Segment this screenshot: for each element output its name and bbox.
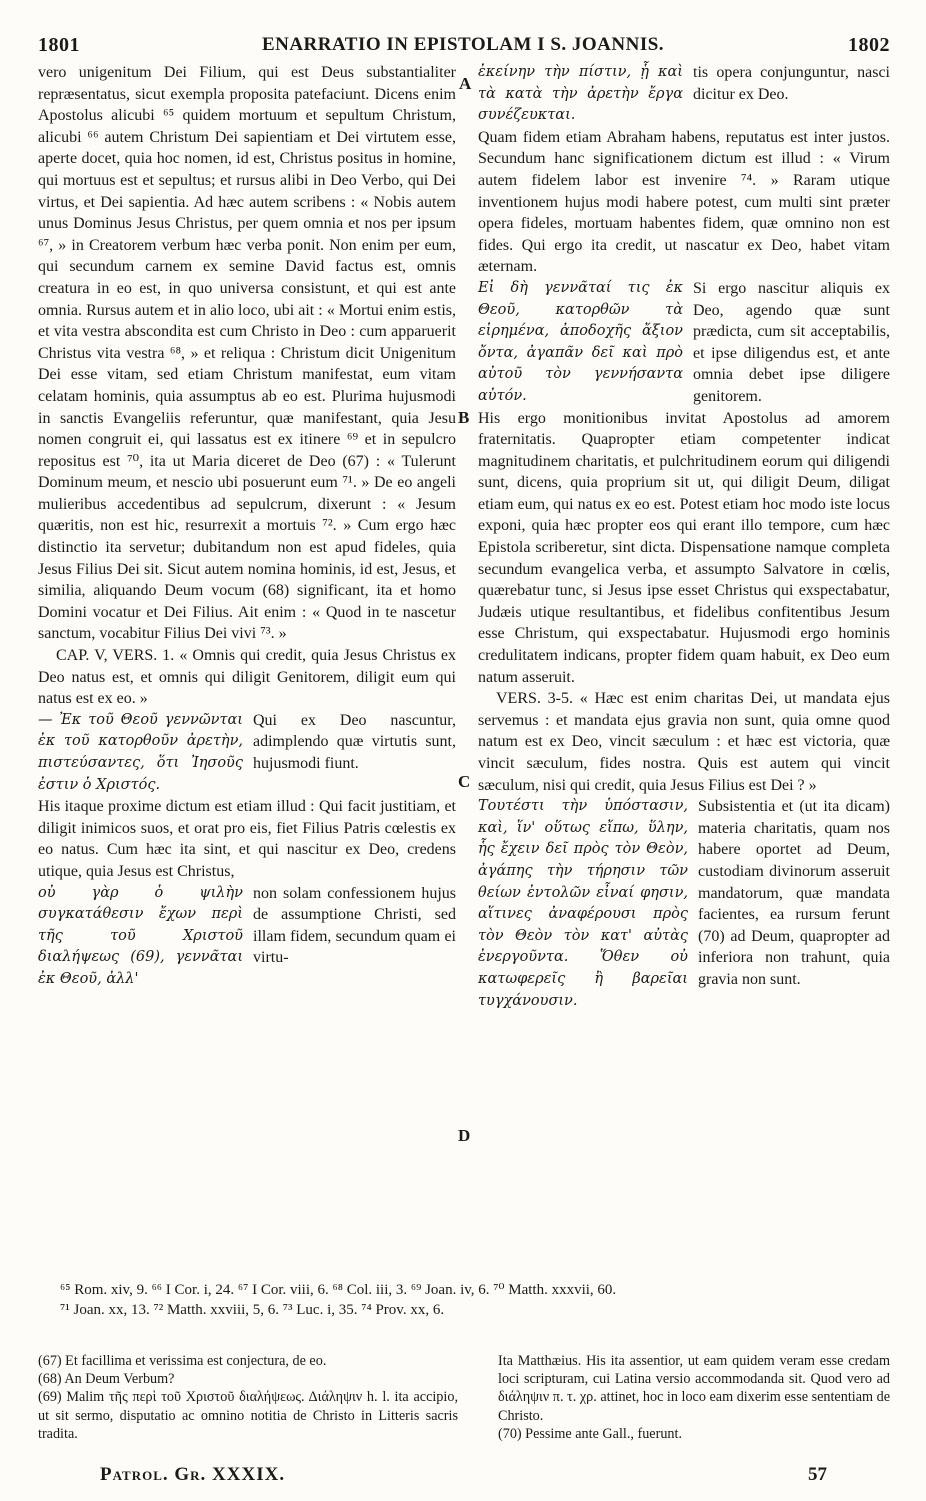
gathering-number: 57	[808, 1464, 827, 1485]
latin-text: Subsistentia et (ut ita dicam) materia charitatis, quam nos habere oportet ad Deum, custodiam divinorum asseruit mandatorum, quæ mandata facientes, ea rursum ferunt (70) ad Deum, quapropter ad inferiora non trahunt, quia gravia non sunt.	[698, 798, 890, 988]
chapter-verse-heading: CAP. V, VERS. 1. « Omnis qui credit, quia Jesus Christus ex Deo natus est, et omnis qui diligit Genitorem, diligit eum qui natus est ex eo. »	[38, 647, 456, 708]
right-column	[478, 62, 890, 1012]
greek-text: — Ἐκ τοῦ Θεοῦ γεννῶνται ἐκ τοῦ κατορθοῦν ἀρετὴν, πιστεύσαντες, ὅτι Ἰησοῦς ἐστιν ὁ Χριστός.	[38, 711, 243, 793]
bilingual-block-2	[38, 883, 456, 991]
greek-text: Εἰ δὴ γεννᾶταί τις ἐκ Θεοῦ, κατορθῶν τὰ εἰρημένα, ἀποδοχῆς ἄξιον ὄντα, ἀγαπᾶν δεῖ καὶ πρὸ αὐτοῦ τὸν γεννήσαντα αὐτόν.	[478, 279, 683, 404]
notes-left-column	[38, 1352, 458, 1443]
note-69-continued: Ita Matthæius. His ita assentior, ut eam quidem veram esse credam loci scripturam, cui Latina versio accommodanda sit. Quod vero ad διάληψιν π. τ. χρ. attinet, hoc in loco eam dixerim esse sententiam de Christo.	[498, 1353, 890, 1424]
left-paragraph-1: vero unigenitum Dei Filium, qui est Deus substantialiter repræsentatus, sicut exempla proposita patefaciunt. Dicens enim Apostolus alicubi ⁶⁵ quidem mortuum et sepultum Christum, alicubi ⁶⁶ autem Christum Dei sapientiam et Dei virtutem esse, aperte docet, quia hoc nomen, id est, Christus positus in homine, qui mortuus est et sepultus; et rursus alibi in Deo Verbo, qui Dei virtus, et Dei sapientia. Ad hæc autem scribens : « Nobis autem unus Dominus Jesus Christus, per quem omnia et nos per ipsum ⁶⁷, » in Creatorem verbum hæc verba ponit. Non enim per eum, qui secundum carnem ex semine David factus est, omnis creatura in eo est, in quo universa consistunt, et qui est ante omnia. Rursus autem et in alio loco, ubi ait : « Mortui enim estis, et vita vestra abscondita est cum Christo in Deo : cum apparuerit Christus vita vestra ⁶⁸, » et reliqua : Christum dicit Unigenitum Dei esse vitam, sed etiam Christum manifestat, eum vitam celatam hominis, quia assumptus ab eo est. Plurima hujusmodi in sanctis Evangeliis referuntur, quæ manifestant, quia Jesu nomen congruit ei, qui lassatus est ex itinere ⁶⁹ et in sepulcro repositus est ⁷⁰, ita ut Maria diceret de Deo (67) : « Tulerunt Dominum meum, et nescio ubi posuerunt eum ⁷¹. » De eo angeli mulieribus accedentibus ad sepulcrum, dixerunt : « Jesum quæritis, non est hic, resurrexit a mortuis ⁷². » Cum ergo hæc distinctio ita servetur; dubitandum non est apud fideles, quia Jesus Filius Dei sit. Sicut autem nomina hominis, id est, Jesus, et similia, aliquando Deum vocum (68) significant, ita et homo Domini vocatur et Dei Filius. Ait enim : « Quod in te nascetur sanctum, vocabitur Filius Dei vivi ⁷³. »	[38, 64, 456, 643]
latin-text: non solam confessionem hujus de assumptione Christi, sed illam fidem, secundum quam ei virtu-	[253, 884, 456, 967]
bilingual-block-3	[478, 62, 890, 127]
margin-mark-a: A	[459, 74, 472, 93]
note-69: (69) Malim τῆς περὶ τοῦ Χριστοῦ διαλήψεως. Διάληψιν h. l. ita accipio, ut sit sermo, disputatio ac omnino notitia de Christo in Litteris sacris tradita.	[38, 1389, 458, 1442]
left-paragraph-4: His itaque proxime dictum est etiam illud : Qui facit justitiam, et diligit inimicos suos, et orat pro eis, fiet Filius Patris cœlestis ex eo natus. Cum hæc ita sint, et qui nascitur ex Deo, credens utique, quia Jesus est Christus,	[38, 798, 456, 880]
left-column	[38, 62, 456, 991]
latin-text: tis opera conjunguntur, nasci dicitur ex Deo.	[693, 64, 890, 103]
latin-text: Si ergo nascitur aliquis ex Deo, agendo quæ sunt prædicta, cum sit acceptabilis, et ipse diligendus est, et ante omnia debet ipse diligere genitorem.	[693, 279, 890, 405]
note-68: (68) An Deum Verbum?	[38, 1371, 175, 1388]
left-page-number: 1801	[38, 34, 80, 56]
margin-mark-b: B	[458, 408, 470, 427]
verse-heading: VERS. 3-5. « Hæc est enim charitas Dei, ut mandata ejus servemus : et mandata ejus gravia non sunt, quia omne quod natum est ex Deo, vincit sæculum : et hæc est victoria, quæ vincit sæculum, fides nostra. Quis est autem qui vincit sæculum, nisi qui credit, quia Jesus Filius est Dei ? »	[478, 690, 890, 794]
bilingual-block-1	[38, 710, 456, 796]
margin-mark-c: C	[458, 772, 471, 791]
greek-text: ἐκείνην τὴν πίστιν, ᾗ καὶ τὰ κατὰ τὴν ἀρετὴν ἔργα συνέζευκται.	[478, 64, 683, 124]
margin-mark-d: D	[458, 1126, 471, 1145]
note-67: (67) Et facillima et verissima est conjectura, de eo.	[38, 1353, 327, 1369]
greek-text: Τουτέστι τὴν ὑπόστασιν, καὶ, ἵν' οὕτως εἴπω, ὕλην, ἧς ἔχειν δεῖ πρὸς τὸν Θεὸν, ἀγάπης τὴν τήρησιν τῶν θείων ἐντολῶν εἶναί φησιν, αἵτινες ἀναφέρουσι πρὸς τὸν Θεὸν τὸν κατ' αὐτὰς ἐνεργοῦντα. Ὅθεν οὐ κατωφερεῖς ἢ βαρεῖαι τυγχάνουσιν.	[478, 798, 688, 1009]
scripture-references-line-1: ⁶⁵ Rom. xiv, 9. ⁶⁶ I Cor. i, 24. ⁶⁷ I Cor. viii, 6. ⁶⁸ Col. iii, 3. ⁶⁹ Joan. iv, 6. ⁷⁰ Matth. xxxvii, 60.	[60, 1282, 617, 1298]
right-page-number: 1802	[848, 34, 890, 56]
note-70: (70) Pessime ante Gall., fuerunt.	[498, 1425, 682, 1442]
running-title: ENARRATIO IN EPISTOLAM I S. JOANNIS.	[261, 34, 665, 55]
bilingual-block-5	[478, 796, 890, 1012]
scripture-references-line-2: ⁷¹ Joan. xx, 13. ⁷² Matth. xxviii, 5, 6. ⁷³ Luc. i, 35. ⁷⁴ Prov. xx, 6.	[60, 1302, 445, 1318]
greek-text: οὐ γὰρ ὁ ψιλὴν συγκατάθεσιν ἔχων περὶ τῆς τοῦ Χριστοῦ διαλήψεως (69), γεννᾶται ἐκ Θεοῦ, ἀλλ'	[38, 884, 243, 987]
bilingual-block-4	[478, 278, 890, 408]
right-paragraph-4: His ergo monitionibus invitat Apostolus ad amorem fraternitatis. Quapropter etiam competenter indicat magnitudinem charitatis, et pulchritudinem eorum qui diligendi sunt, dicens, quia proprium sit ut, qui diligit Deum, diligat etiam eum, qui natus ex eo est. Potest etiam hoc modo iste locus exponi, quia hæc propter eos qui erant illo tempore, cum hæc Epistola scriberetur, sint dicta. Dispensatione namque completa secundum evangelica verba, et assumpto Salvatore in cœlis, quærebatur tunc, si Jesus ipse esset Christus qui exspectabatur, Judæis utique resultantibus, et fidelibus confitentibus Jesum esse Christum, qui exspectabatur. Hujusmodi ergo hominis credulitatem indicans, propter fidem quam habuit, ex Deo eum natum asseruit.	[478, 409, 890, 686]
volume-signature: Patrol. Gr. XXXIX.	[100, 1464, 286, 1485]
right-paragraph-2: Quam fidem etiam Abraham habens, reputatus est inter justos. Secundum hanc significationem dictum est illud : « Virum autem fidelem labor est invenire ⁷⁴. » Raram utique inventionem hujus modi habere potest, cum multi sint præter opera fideles, mortuam habentes fidem, quæ omnino non est fides. Qui ergo ita credit, ut nascatur ex Deo, habet vitam æternam.	[478, 128, 890, 276]
notes-right-column	[498, 1352, 890, 1443]
latin-text: Qui ex Deo nascuntur, adimplendo quæ virtutis sunt, hujusmodi fiunt.	[253, 711, 456, 772]
